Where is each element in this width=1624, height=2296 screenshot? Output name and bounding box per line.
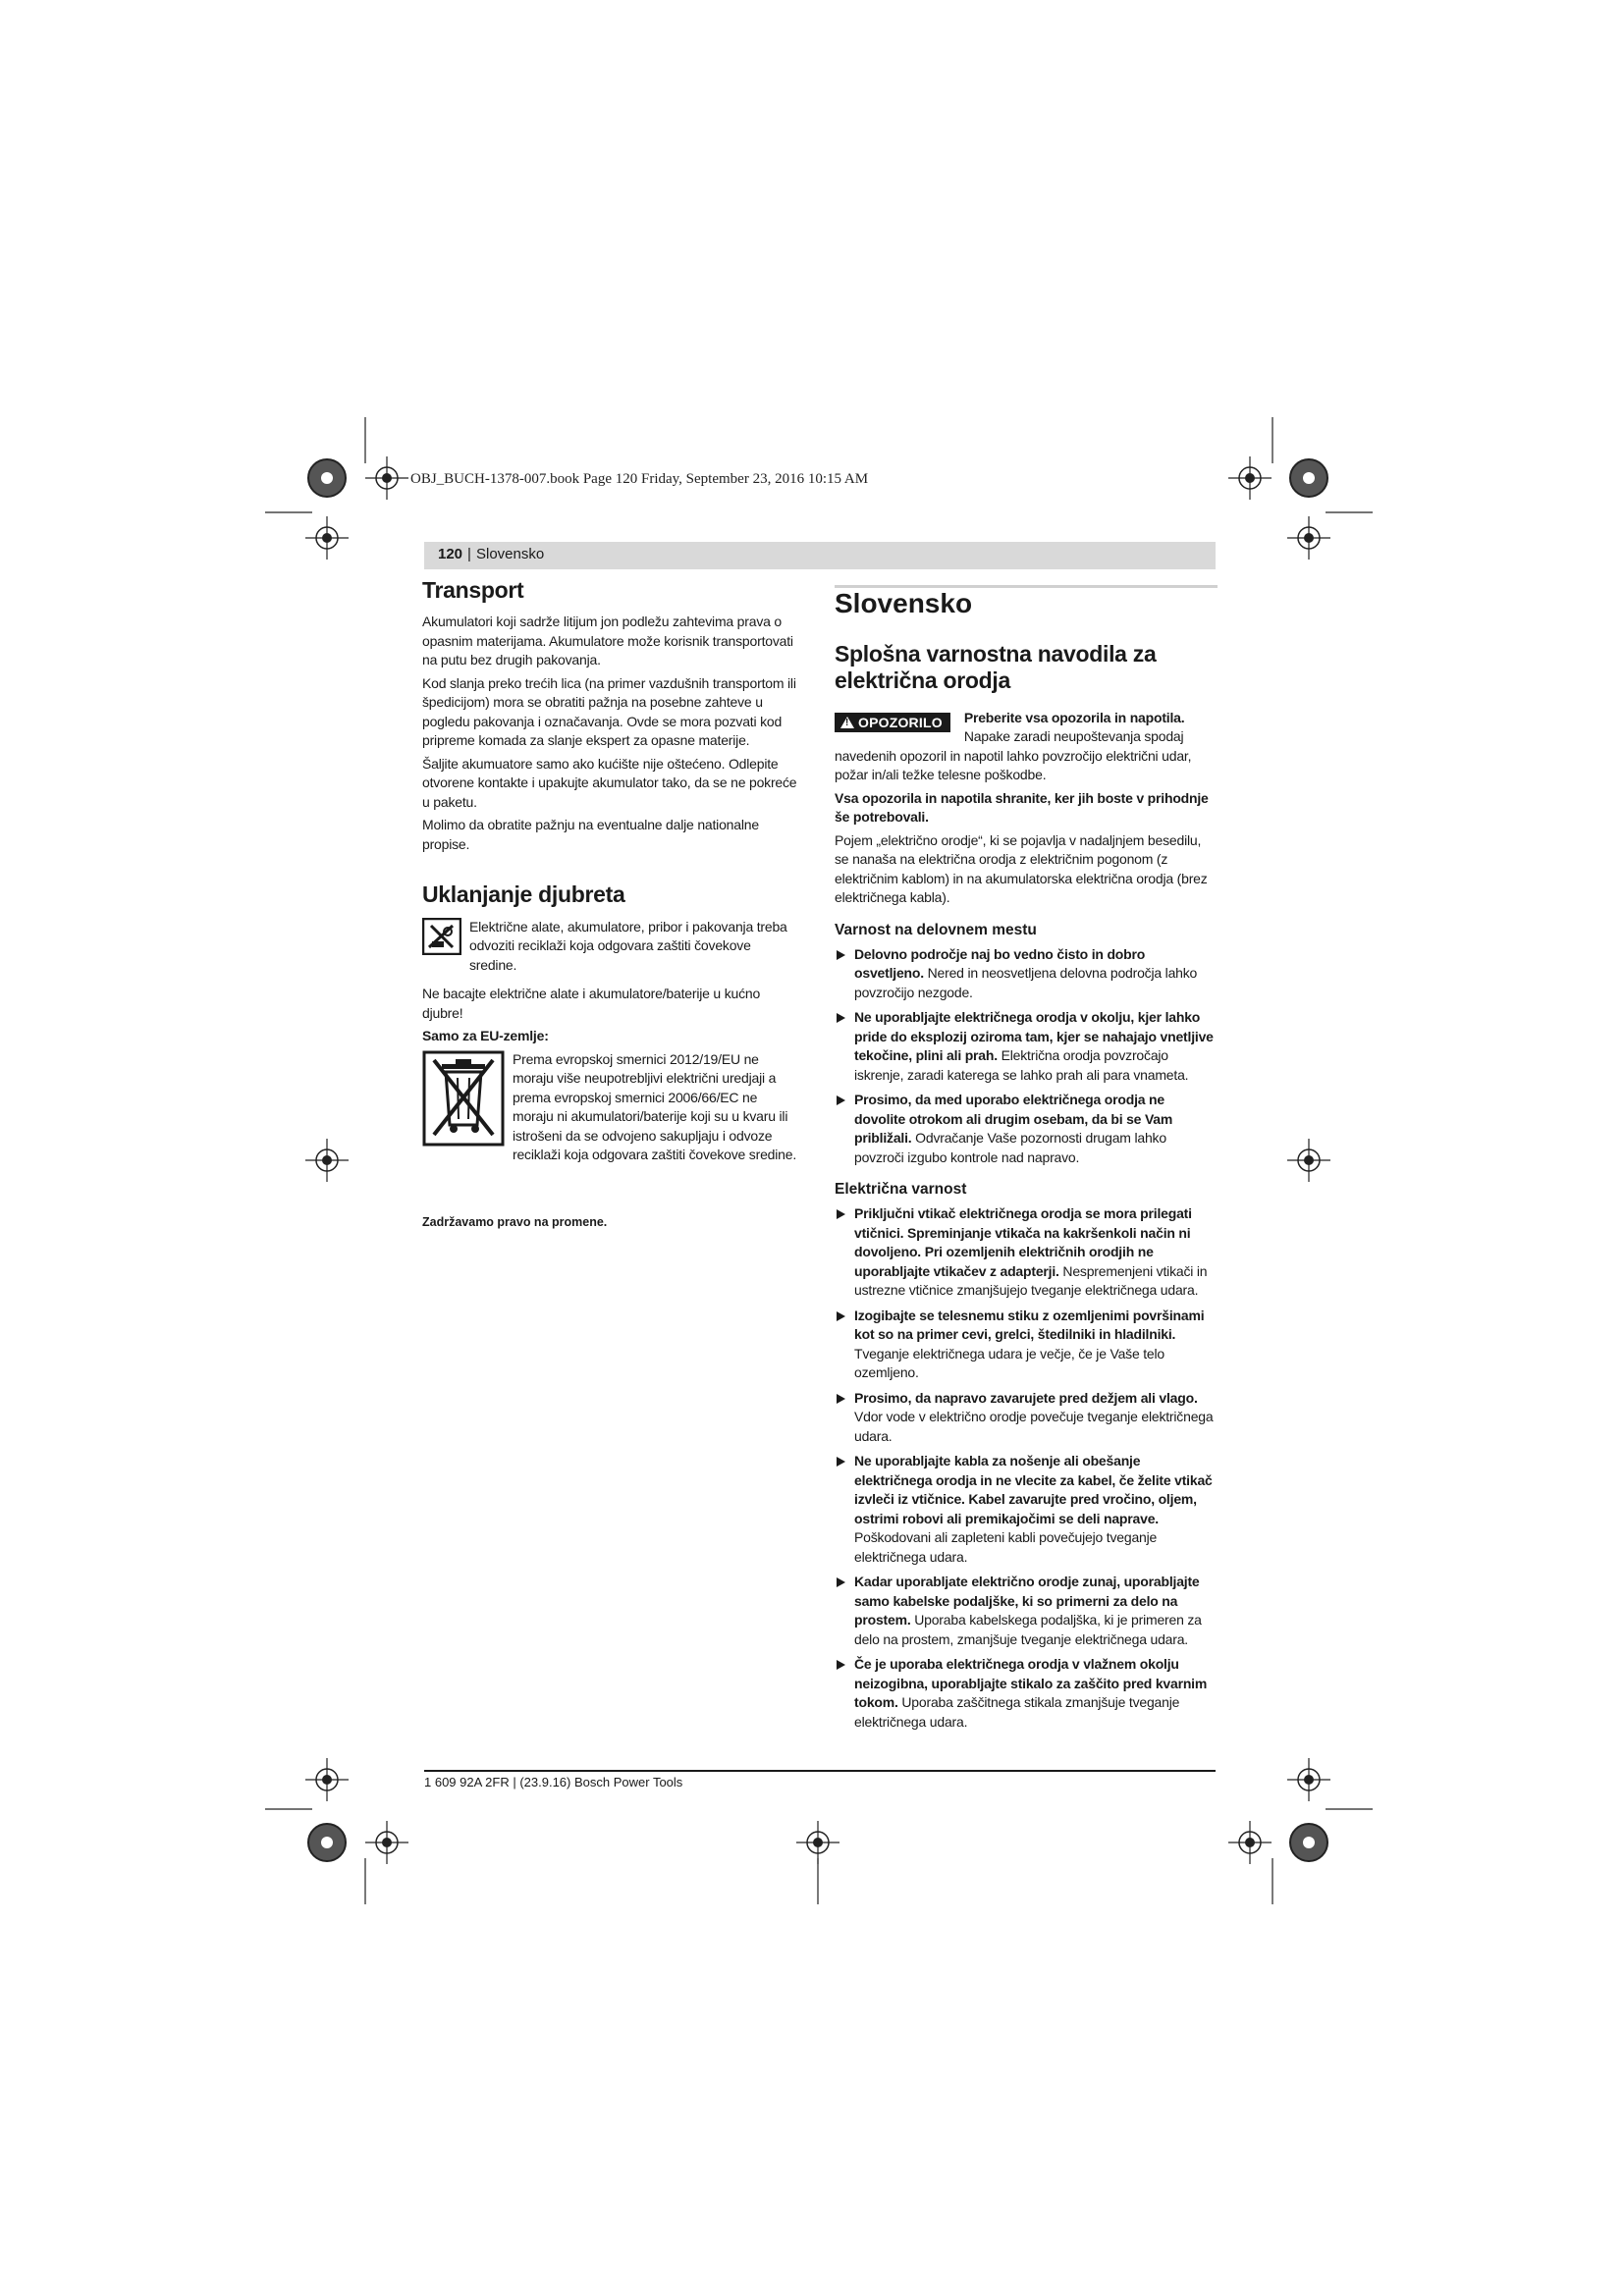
registration-crosshair-icon <box>1287 1758 1330 1801</box>
registration-crosshair-icon <box>305 1758 349 1801</box>
registration-starburst-icon <box>1290 1824 1327 1861</box>
recycling-note <box>422 918 801 980</box>
transport-heading: Transport <box>422 577 524 603</box>
list-item: Ne uporabljajte kabla za nošenje ali obešanje električnega orodja in ne vlecite za kabel, če želite vtikač izvleči iz vtičnice. Kabel zavarujte pred vročino, oljem, ostrimi robovi ali premikajočimi se deli naprave. Poškodovani ali zapleteni kabli povečujejo tveganje električnega udara. <box>835 1452 1218 1567</box>
electrical-list <box>835 1204 1218 1732</box>
right-column <box>835 581 1218 1737</box>
list-item: Ne uporabljajte električnega orodja v okolju, kjer lahko pride do eksplozij oziroma tam, kjer se nahajajo vnetljive tekočine, plini ali prah. Električna orodja povzročajo iskrenje, zaradi katerega se lahko prah ali para vnameta. <box>835 1008 1218 1085</box>
disposal-paragraph: Ne bacajte električne alate i akumulatore/baterije u kućno djubre! <box>422 986 761 1021</box>
warning-bold: Preberite vsa opozorila in napotila. <box>963 709 1185 725</box>
workplace-heading: Varnost na delovnem mestu <box>835 921 1037 938</box>
workplace-list <box>835 945 1218 1168</box>
list-item: Prosimo, da med uporabo električnega orodja ne dovolite otrokom ali drugim osebam, da bi se Vam približali. Odvračanje Vaše pozornosti drugam lahko povzroči izgubo kontrole nad napravo. <box>835 1091 1218 1167</box>
registration-crosshair-icon <box>1228 456 1272 500</box>
registration-crosshair-icon <box>1287 1139 1330 1182</box>
registration-crosshair-icon <box>305 1139 349 1182</box>
reserve-note: Zadržavamo pravo na promene. <box>422 1215 608 1229</box>
registration-crosshair-icon <box>305 516 349 560</box>
transport-paragraph: Molimo da obratite pažnju na eventualne dalje nationalne propise. <box>422 817 759 852</box>
list-item: Delovno področje naj bo vedno čisto in dobro osvetljeno. Nered in neosvetljena delovna področja lahko povzročijo nezgode. <box>835 945 1218 1003</box>
registration-crosshair-icon <box>365 456 408 500</box>
safety-heading: Splošna varnostna navodila za električna orodja <box>835 640 1157 694</box>
warning-text: Napake zaradi neupoštevanja spodaj navedenih opozoril in napotil lahko povzročijo električni udar, požar in/ali težke telesne poškodbe. <box>835 728 1192 783</box>
page-number: 120 <box>438 546 463 562</box>
recycling-text: Električne alate, akumulatore, pribor i pakovanja treba odvoziti reciklaži koja odgovara zaštiti čovekove sredine. <box>469 918 787 973</box>
electrical-heading: Električna varnost <box>835 1181 967 1199</box>
footer: 1 609 92A 2FR | (23.9.16) Bosch Power Tools <box>424 1775 683 1789</box>
list-item: Priključni vtikač električnega orodja se mora prilegati vtičnici. Spreminjanje vtikača na kakršenkoli način ni dovoljeno. Pri ozemljenih električnih orodjih ne uporabljajte vtikačev z adapterji. Nespremenjeni vtikači in ustrezne vtičnice zmanjšujejo tveganje električnega udara. <box>835 1204 1218 1301</box>
language-title: Slovensko <box>835 588 973 618</box>
left-column <box>422 577 801 1175</box>
transport-paragraph: Šaljite akumuatore samo ako kućište nije oštećeno. Odlepite otvorene kontakte i upakujte akumulator tako, da se ne pokreće u paketu. <box>422 755 797 810</box>
warning-block <box>835 709 1218 785</box>
eu-text: Prema evropskoj smernici 2012/19/EU ne moraju više neupotrebljivi električni uredjaji a prema evropskoj smernici 2006/66/EC ne moraju ni akumulatori/baterije koji su u kvaru ili istrošeni da se odvojeno sakupljaju i odvoze reciklaži koja odgovara zaštiti čovekove sredine. <box>513 1050 797 1163</box>
registration-starburst-icon <box>308 1824 346 1861</box>
registration-starburst-icon <box>308 459 346 497</box>
print-info: OBJ_BUCH-1378-007.book Page 120 Friday, September 23, 2016 10:15 AM <box>410 471 869 487</box>
list-item: Če je uporaba električnega orodja v vlažnem okolju neizogibna, uporabljajte stikalo za zaščito pred kvarnim tokom. Uporaba zaščitnega stikala zmanjšuje tveganje električnega udara. <box>835 1655 1218 1732</box>
warning-label: OPOZORILO <box>858 714 943 730</box>
header-separator: | <box>467 546 471 562</box>
registration-starburst-icon <box>1290 459 1327 497</box>
registration-crosshair-icon <box>1228 1821 1272 1864</box>
registration-crosshair-icon <box>796 1821 839 1864</box>
list-item: Izogibajte se telesnemu stiku z ozemljenimi površinami kot so na primer cevi, grelci, štedilniki in hladilniki. Tveganje električnega udara je večje, če je Vaše telo ozemljeno. <box>835 1307 1218 1383</box>
registration-crosshair-icon <box>1287 516 1330 560</box>
warning-badge <box>835 713 950 732</box>
definition-paragraph: Pojem „električno orodje“, ki se pojavlja v nadaljnjem besedilu, se nanaša na električna orodja z električnim pogonom (z električnim kablom) in na akumulatorska električna orodja (brez električnega kabla). <box>835 831 1208 906</box>
eu-heading: Samo za EU-zemlje: <box>422 1028 549 1044</box>
keep-instructions: Vsa opozorila in napotila shranite, ker jih boste v prihodnje še potrebovali. <box>835 789 1209 826</box>
recycling-tools-icon <box>422 918 461 955</box>
transport-paragraph: Kod slanja preko trećih lica (na primer vazdušnih transportom ili špedicijom) mora se obratiti pažnja na posebne zahteve u pogledu pakovanja i označavanja. Ovde se mora pozvati kod pripreme komada za slanje ekspert za opasne materije. <box>422 674 796 749</box>
eu-note <box>422 1050 801 1169</box>
crossed-out-bin-icon <box>422 1050 505 1147</box>
registration-crosshair-icon <box>365 1821 408 1864</box>
transport-paragraph: Akumulatori koji sadrže litijum jon podležu zahtevima prava o opasnim materijama. Akumulatore može korisnik transportovati na putu bez drugih pakovanja. <box>422 614 793 668</box>
disposal-heading: Uklanjanje djubreta <box>422 881 625 908</box>
warning-triangle-icon <box>840 717 854 728</box>
list-item: Kadar uporabljate električno orodje zunaj, uporabljajte samo kabelske podaljške, ki so primerni za delo na prostem. Uporaba kabelskega podaljška, ki je primeren za delo na prostem, zmanjšuje tveganje električnega udara. <box>835 1573 1218 1649</box>
footer-rule <box>424 1770 1216 1772</box>
header-language: Slovensko <box>476 546 545 562</box>
list-item: Prosimo, da napravo zavarujete pred dežjem ali vlago. Vdor vode v električno orodje povečuje tveganje električnega udara. <box>835 1389 1218 1447</box>
page-header <box>424 542 1216 569</box>
